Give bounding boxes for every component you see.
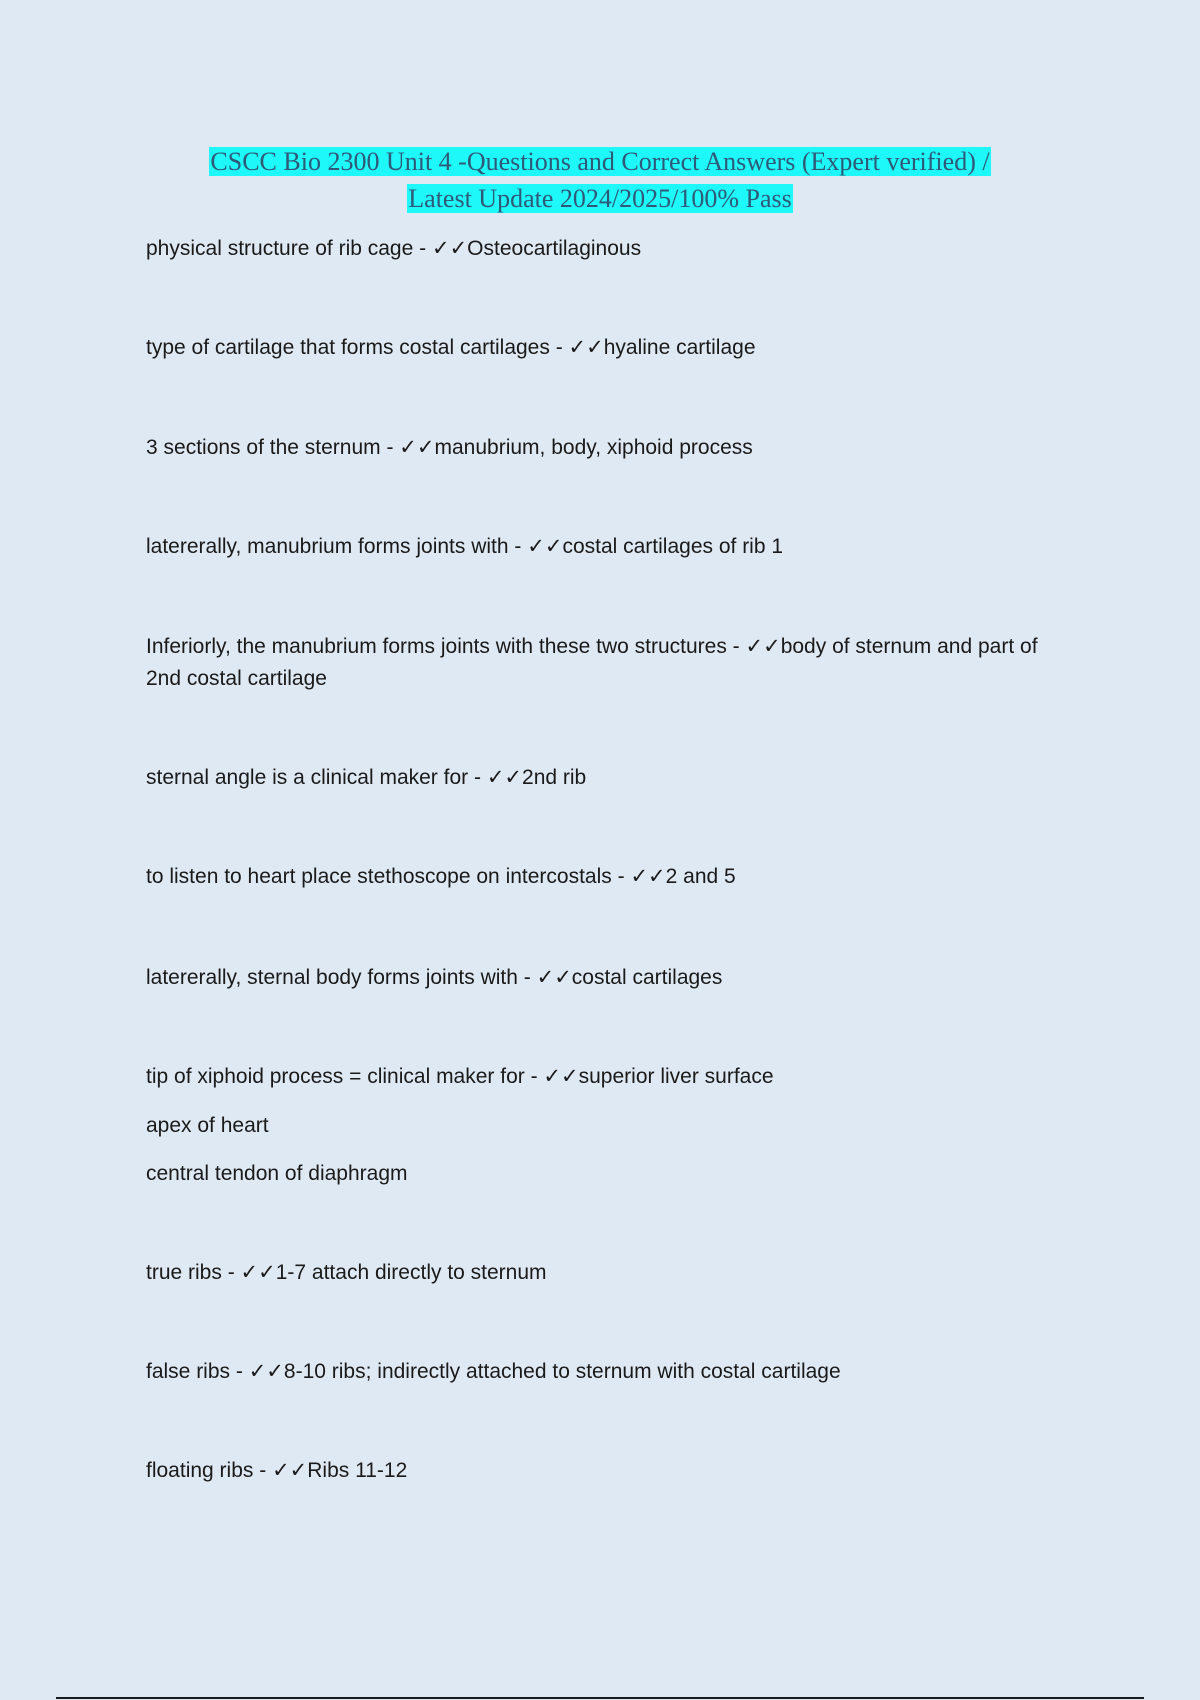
qa-item-5 [146,631,1066,695]
question-text: true ribs [146,1261,222,1284]
question-text: to listen to heart place stethoscope on intercostals [146,865,612,888]
question-text: latererally, manubrium forms joints with [146,535,509,558]
check-mark-icon: ✓✓ [543,1065,579,1088]
qa-item-11 [146,1356,1066,1388]
answer-text: hyaline cartilage [603,336,756,359]
answer-text: 2nd rib [522,766,587,789]
question-text: tip of xiphoid process = clinical maker for [146,1065,525,1088]
check-mark-icon: ✓✓ [527,535,563,558]
question-text: floating ribs [146,1459,254,1482]
question-text: Inferiorly, the manubrium forms joints with these two structures [146,635,727,658]
question-text: sternal angle is a clinical maker for [146,766,469,789]
qa-item-8 [146,962,1066,994]
separator: - [230,1360,249,1383]
qa-item-1 [146,233,1066,265]
check-mark-icon: ✓✓ [486,766,523,789]
answer-text: 1-7 attach directly to sternum [275,1261,547,1284]
separator: - [508,535,528,558]
check-mark-icon: ✓✓ [248,1360,284,1383]
answer-extra-line-1: apex of heart [146,1114,269,1137]
separator: - [726,635,746,658]
title-line-1: CSCC Bio 2300 Unit 4 -Questions and Correct Answers (Expert verified) / [210,147,990,176]
question-text: type of cartilage that forms costal cartilages [146,336,550,359]
check-mark-icon: ✓✓ [272,1459,308,1482]
check-mark-icon: ✓✓ [630,865,666,888]
answer-text: Osteocartilaginous [467,237,642,260]
separator: - [611,865,631,888]
check-mark-icon: ✓✓ [399,436,435,459]
question-text: latererally, sternal body forms joints with [146,966,518,989]
answer-text: costal cartilages [571,966,723,989]
footer-rule [56,1697,1144,1699]
qa-item-4 [146,531,1066,563]
answer-text: Ribs 11-12 [307,1459,408,1482]
question-text: false ribs [146,1360,231,1383]
question-text: 3 sections of the sternum [146,436,381,459]
separator: - [549,336,569,359]
qa-item-7 [146,861,1066,893]
answer-text: 2 and 5 [665,865,736,888]
check-mark-icon: ✓✓ [431,237,468,260]
check-mark-icon: ✓✓ [536,966,572,989]
separator: - [517,966,537,989]
answer-text: body of sternum and part of 2nd costal cartilage [146,635,1038,690]
separator: - [221,1261,241,1284]
title-line-2: Latest Update 2024/2025/100% Pass [408,184,792,213]
question-text: physical structure of rib cage [146,237,414,260]
answer-extra-line-2: central tendon of diaphragm [146,1162,408,1185]
answer-text: 8-10 ribs; indirectly attached to sternum with costal cartilage [283,1360,841,1383]
answer-text: costal cartilages of rib 1 [562,535,784,558]
check-mark-icon: ✓✓ [240,1261,276,1284]
qa-item-2 [146,332,1066,364]
separator: - [413,237,432,260]
check-mark-icon: ✓✓ [745,635,781,658]
qa-item-12 [146,1455,1066,1487]
separator: - [380,436,400,459]
separator: - [468,766,487,789]
qa-item-9 [146,1061,1066,1093]
qa-item-6 [146,762,1066,794]
qa-item-10 [146,1257,1066,1289]
qa-item-3 [146,432,1066,464]
answer-text: superior liver surface [578,1065,774,1088]
document-title [140,143,1060,217]
answer-text: manubrium, body, xiphoid process [434,436,753,459]
separator: - [253,1459,273,1482]
check-mark-icon: ✓✓ [568,336,604,359]
separator: - [524,1065,544,1088]
